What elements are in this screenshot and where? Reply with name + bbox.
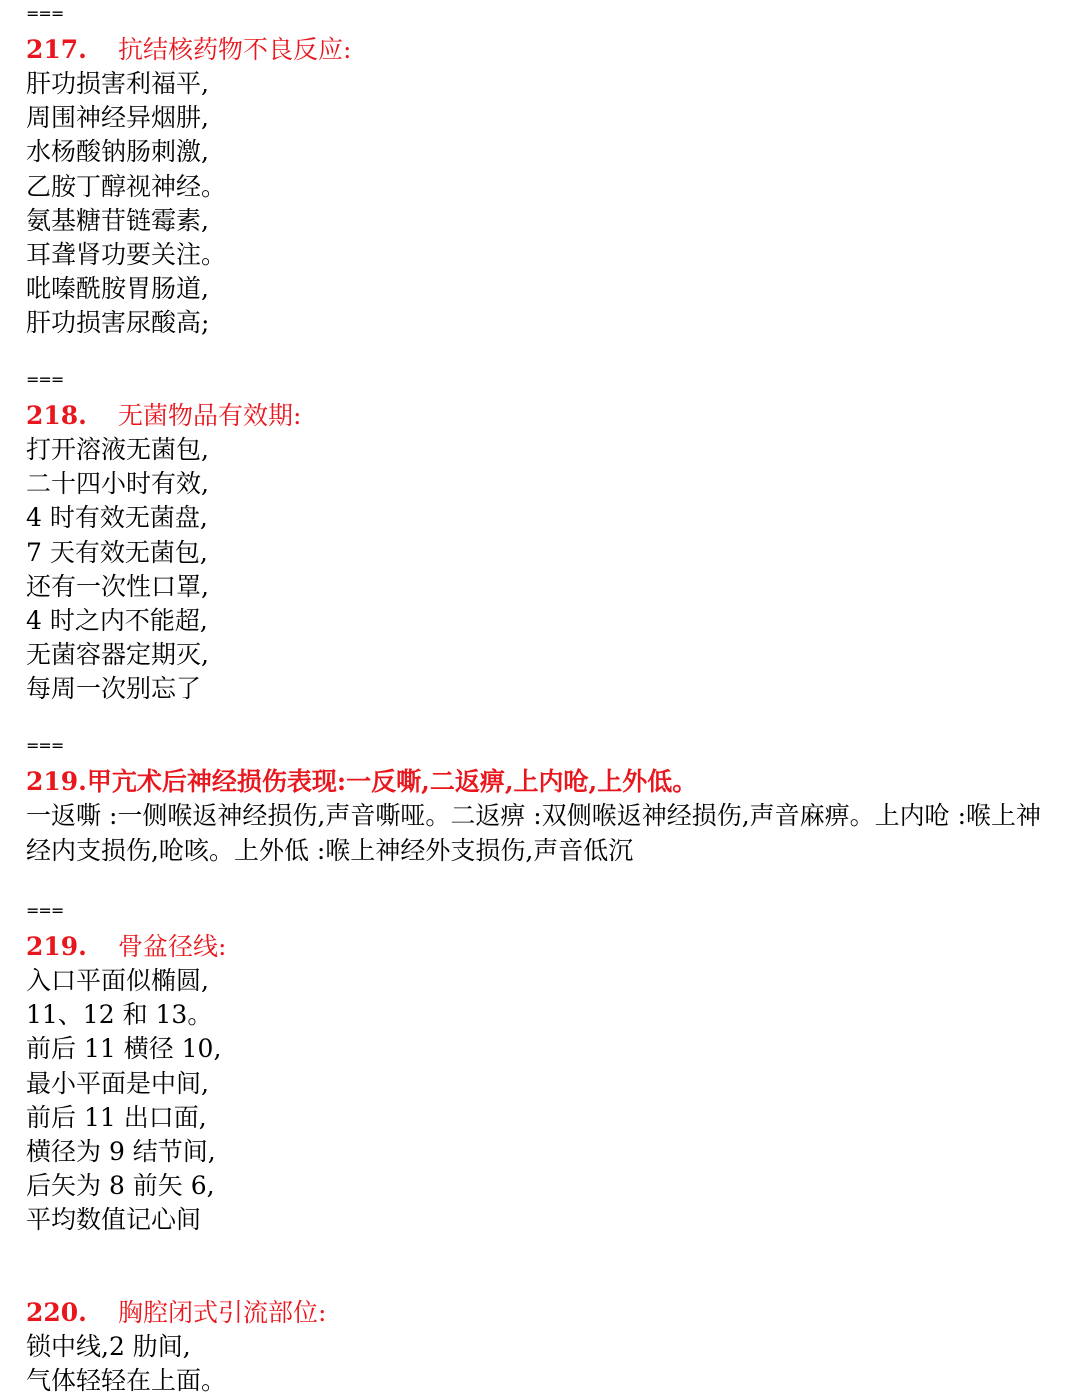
verse-line: 氨基糖苷链霉素, — [26, 205, 209, 235]
section-title: 抗结核药物不良反应: — [118, 35, 352, 64]
verse-line: 每周一次别忘了 — [26, 674, 202, 704]
verse-line: 气体轻轻在上面。 — [26, 1366, 227, 1396]
section-number: 217. — [26, 35, 87, 64]
separator: === — [26, 736, 64, 755]
verse-line: 最小平面是中间, — [26, 1068, 209, 1098]
verse-line: 入口平面似椭圆, — [26, 966, 209, 995]
verse-line: 乙胺丁醇视神经。 — [26, 171, 227, 201]
section-number: 219. — [26, 932, 87, 961]
verse-line: 横径为 9 结节间, — [26, 1136, 216, 1166]
verse-line: 7 天有效无菌包, — [26, 537, 208, 567]
explanation-paragraph: 一返嘶 :一侧喉返神经损伤,声音嘶哑。二返痹 :双侧喉返神经损伤,声音麻痹。上内呛 :喉上神经内支损伤,呛咳。上外低 :喉上神经外支损伤,声音低沉 — [26, 801, 1042, 865]
section-219-thyroid — [26, 738, 1066, 868]
section-219-pelvis — [26, 903, 1066, 1238]
section-218 — [26, 372, 1066, 707]
verse-line: 周围神经异烟肼, — [26, 103, 209, 133]
section-title: 219.甲亢术后神经损伤表现:一反嘶,二返痹,上内呛,上外低。 — [26, 767, 698, 796]
verse-line: 无菌容器定期灭, — [26, 640, 209, 670]
verse-line: 打开溶液无菌包, — [26, 435, 209, 464]
section-heading — [26, 930, 1066, 964]
verse-lines — [26, 964, 1066, 1238]
verse-line: 前后 11 出口面, — [26, 1102, 207, 1132]
verse-lines — [26, 67, 1066, 341]
section-heading — [26, 399, 1066, 433]
section-title: 骨盆径线: — [118, 932, 227, 961]
section-number: 220. — [26, 1298, 87, 1327]
verse-line: 吡嗪酰胺胃肠道, — [26, 274, 209, 304]
separator: === — [26, 4, 64, 23]
section-heading — [26, 765, 1066, 799]
verse-line: 11、12 和 13。 — [26, 1000, 213, 1030]
section-number: 218. — [26, 401, 87, 430]
separator: === — [26, 370, 64, 389]
section-heading — [26, 1296, 1066, 1330]
separator: === — [26, 901, 64, 920]
section-217 — [26, 6, 1066, 341]
verse-line: 肝功损害利福平, — [26, 69, 209, 98]
verse-line: 4 时有效无菌盘, — [26, 503, 208, 533]
section-title: 无菌物品有效期: — [118, 401, 302, 430]
verse-line: 锁中线,2 肋间, — [26, 1332, 191, 1361]
section-heading — [26, 33, 1066, 67]
verse-lines — [26, 1330, 1066, 1398]
verse-line: 二十四小时有效, — [26, 469, 209, 499]
verse-line: 耳聋肾功要关注。 — [26, 239, 227, 269]
section-title: 胸腔闭式引流部位: — [118, 1298, 327, 1327]
verse-line: 前后 11 横径 10, — [26, 1034, 222, 1064]
section-220 — [26, 1296, 1066, 1398]
verse-line: 水杨酸钠肠刺激, — [26, 137, 209, 167]
verse-lines — [26, 433, 1066, 707]
verse-line: 平均数值记心间 — [26, 1205, 202, 1235]
verse-line: 后矢为 8 前矢 6, — [26, 1171, 215, 1201]
verse-line: 还有一次性口罩, — [26, 571, 209, 601]
verse-line: 肝功损害尿酸高; — [26, 308, 210, 338]
verse-line: 4 时之内不能超, — [26, 605, 208, 635]
